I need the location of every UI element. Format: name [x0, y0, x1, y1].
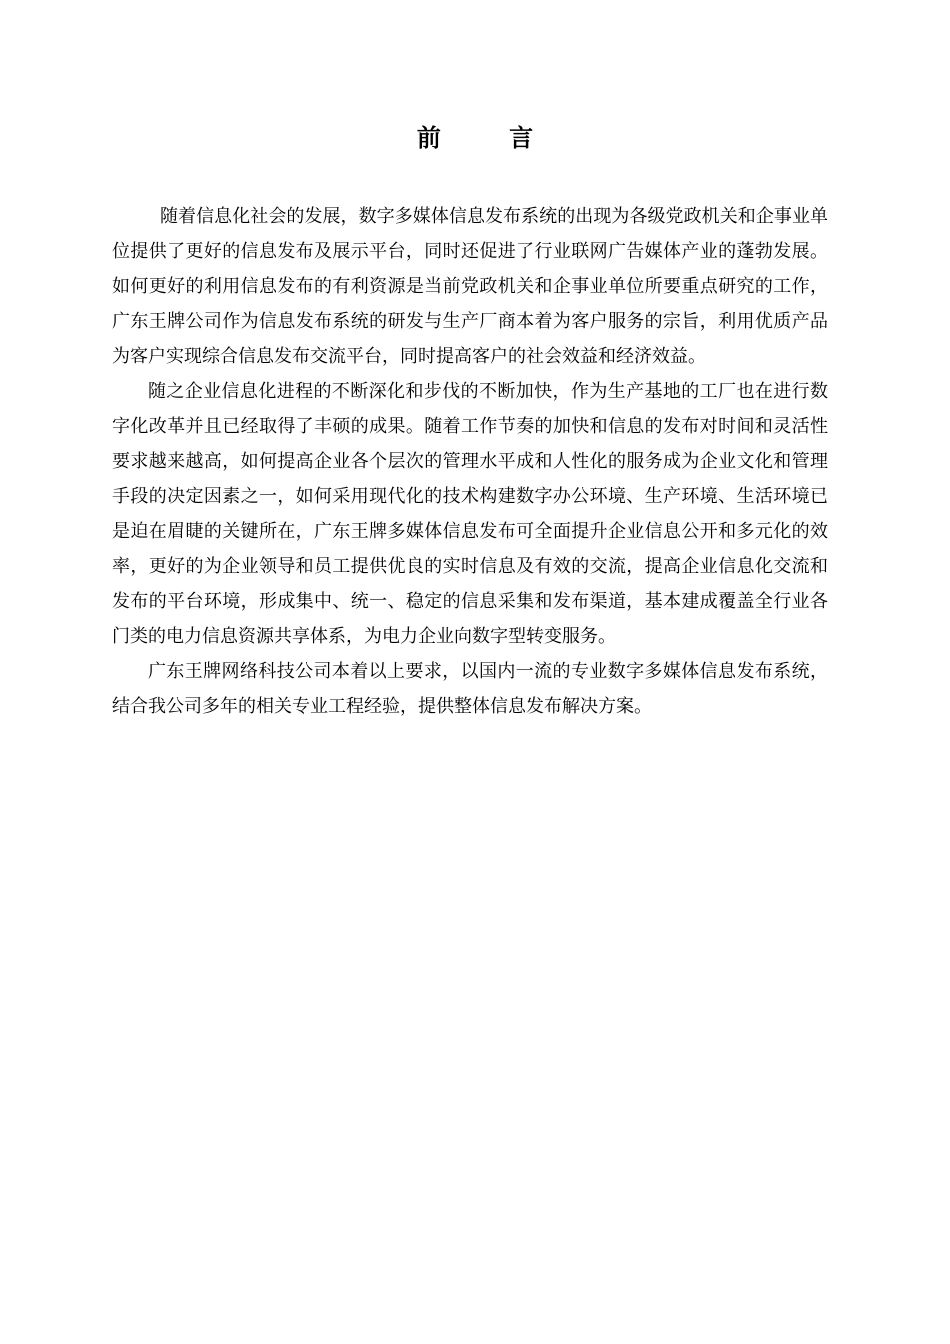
- document-title: 前 言: [416, 123, 564, 152]
- paragraph-2: 随之企业信息化进程的不断深化和步伐的不断加快，作为生产基地的工厂也在进行数字化改革并且已经取得了丰硕的成果。随着工作节奏的加快和信息的发布对时间和灵活性要求越来越高，如何提高企业各个层次的管理水平成和人性化的服务成为企业文化和管理手段的决定因素之一，如何采用现代化的技术构建数字办公环境、生产环境、生活环境已是迫在眉睫的关键所在，广东王牌多媒体信息发布可全面提升企业信息公开和多元化的效率，更好的为企业领导和员工提供优良的实时信息及有效的交流，提高企业信息化交流和发布的平台环境，形成集中、统一、稳定的信息采集和发布渠道，基本建成覆盖全行业各门类的电力信息资源共享体系，为电力企业向数字型转变服务。: [112, 381, 828, 647]
- document-body: [112, 199, 828, 724]
- paragraph-1: 随着信息化社会的发展，数字多媒体信息发布系统的出现为各级党政机关和企事业单位提供了更好的信息发布及展示平台，同时还促进了行业联网广告媒体产业的蓬勃发展。如何更好的利用信息发布的有利资源是当前党政机关和企事业单位所要重点研究的工作，广东王牌公司作为信息发布系统的研发与生产厂商本着为客户服务的宗旨，利用优质产品为客户实现综合信息发布交流平台，同时提高客户的社会效益和经济效益。: [112, 206, 828, 367]
- paragraph-3: 广东王牌网络科技公司本着以上要求，以国内一流的专业数字多媒体信息发布系统，结合我公司多年的相关专业工程经验，提供整体信息发布解决方案。: [112, 661, 828, 717]
